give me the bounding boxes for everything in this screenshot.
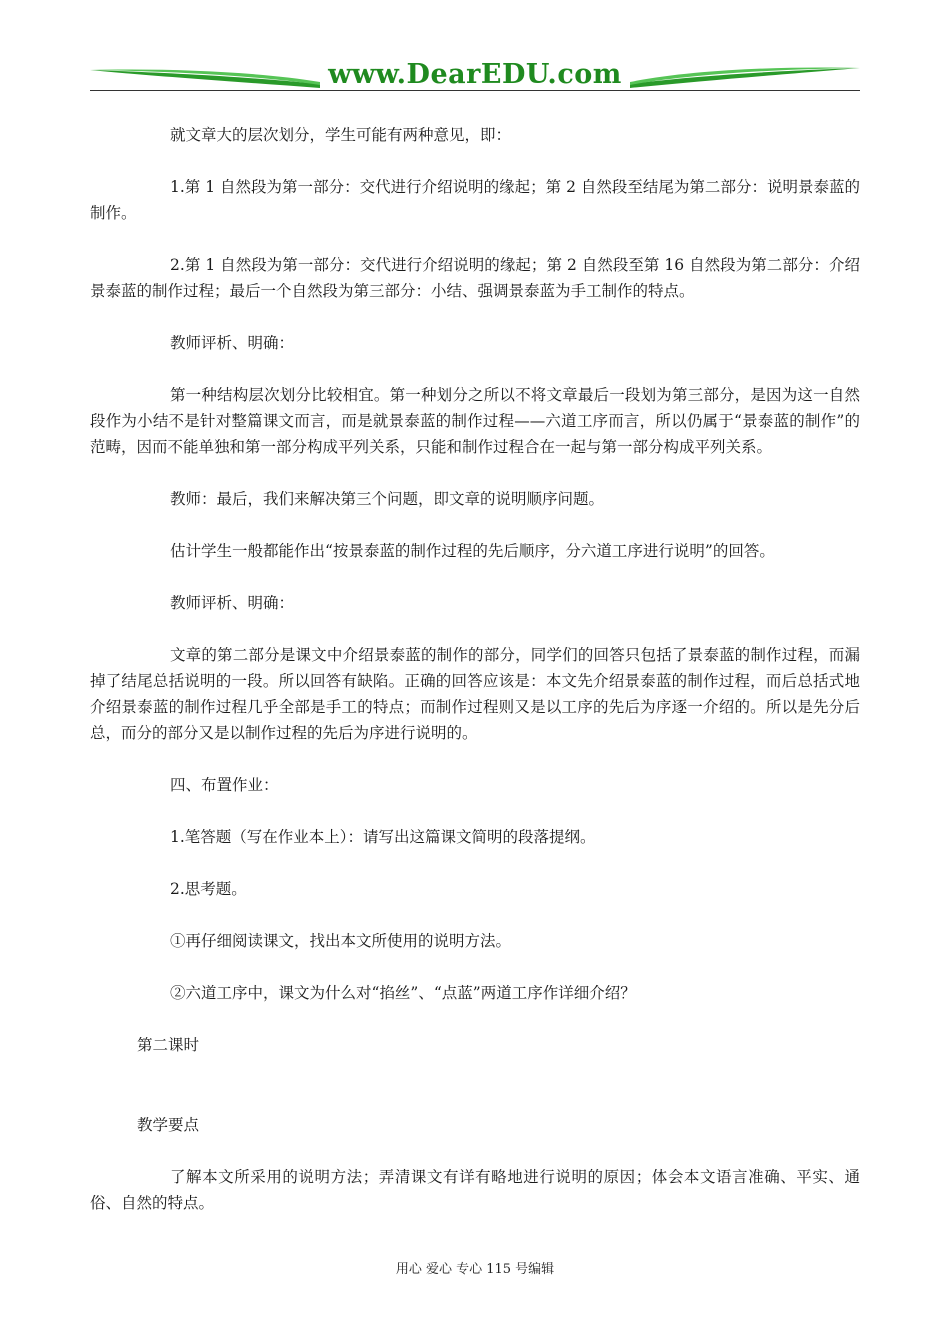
paragraph: 估计学生一般都能作出“按景泰蓝的制作过程的先后顺序，分六道工序进行说明”的回答。 xyxy=(170,542,775,560)
site-logo: www.DearEDU.com xyxy=(328,59,622,90)
paragraph: 教师评析、明确： xyxy=(170,594,295,612)
paragraph: 1.第 1 自然段为第一部分：交代进行介绍说明的缘起；第 2 自然段至结尾为第二部分：说明景泰蓝的制作。 xyxy=(90,178,860,222)
section-heading: 教学要点 xyxy=(137,1116,200,1134)
paragraph: 就文章大的层次划分，学生可能有两种意见，即： xyxy=(170,126,512,144)
paragraph: 第一种结构层次划分比较相宜。第一种划分之所以不将文章最后一段划为第三部分，是因为这一自然段作为小结不是针对整篇课文而言，而是就景泰蓝的制作过程——六道工序而言，所以仍属于“景泰蓝的制作”的范畴，因而不能单独和第一部分构成平列关系，只能和制作过程合在一起与第一部分构成平列关系。 xyxy=(90,386,860,456)
paragraph: ②六道工序中，课文为什么对“掐丝”、“点蓝”两道工序作详细介绍？ xyxy=(170,984,636,1002)
paragraph: 了解本文所采用的说明方法；弄清课文有详有略地进行说明的原因；体会本文语言准确、平实、通俗、自然的特点。 xyxy=(90,1168,860,1212)
header-divider xyxy=(90,90,860,91)
lesson-heading: 第二课时 xyxy=(137,1036,200,1054)
paragraph: 2.思考题。 xyxy=(170,880,247,898)
page-footer: 用心 爱心 专心 115 号编辑 xyxy=(395,1262,555,1277)
paragraph: 文章的第二部分是课文中介绍景泰蓝的制作的部分，同学们的回答只包括了景泰蓝的制作过程，而漏掉了结尾总括说明的一段。所以回答有缺陷。正确的回答应该是：本文先介绍景泰蓝的制作过程，而后总括式地介绍景泰蓝的制作过程几乎全部是手工的特点；而制作过程则又是以工序的先后为序逐一介绍的。所以是先分后总，而分的部分又是以制作过程的先后为序进行说明的。 xyxy=(90,646,860,742)
paragraph: ①再仔细阅读课文，找出本文所使用的说明方法。 xyxy=(170,932,512,950)
section-heading: 四、布置作业： xyxy=(170,776,279,794)
paragraph: 教师：最后，我们来解决第三个问题，即文章的说明顺序问题。 xyxy=(170,490,605,508)
document-body xyxy=(90,122,860,1242)
paragraph: 1.笔答题（写在作业本上）：请写出这篇课文简明的段落提纲。 xyxy=(170,828,596,846)
paragraph: 教师评析、明确： xyxy=(170,334,295,352)
paragraph: 2.第 1 自然段为第一部分：交代进行介绍说明的缘起；第 2 自然段至第 16 自然段为第二部分：介绍景泰蓝的制作过程；最后一个自然段为第三部分：小结、强调景泰蓝为手工制作的特点。 xyxy=(90,256,860,300)
